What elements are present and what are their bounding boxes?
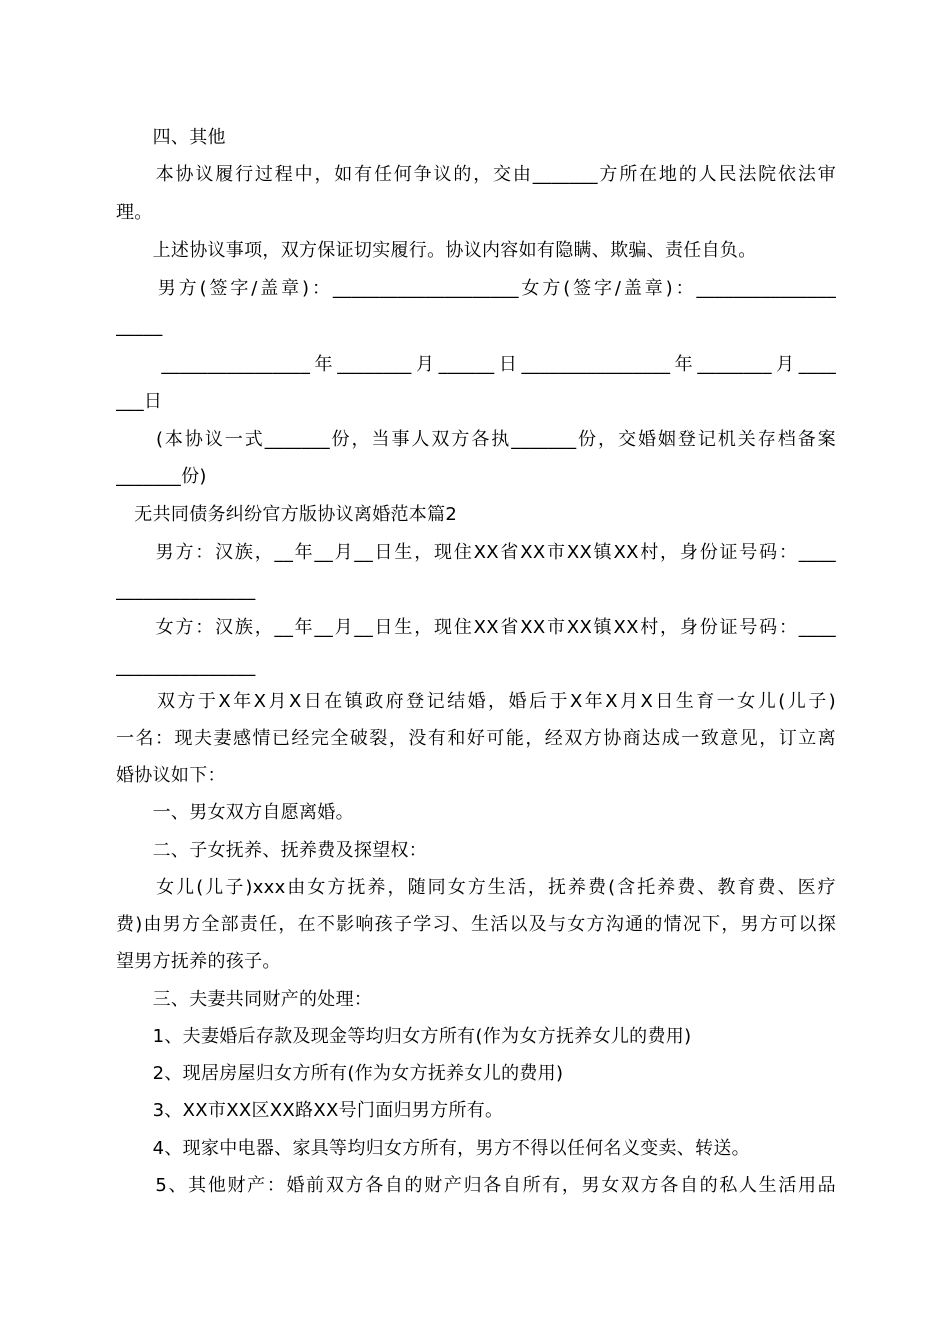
doc-line: 一名：现夫妻感情已经完全破裂，没有和好可能，经双方协商达成一致意见，订立离 bbox=[116, 728, 836, 749]
doc-line-clause-3: 三、夫妻共同财产的处理： bbox=[116, 989, 373, 1010]
doc-line: 理。 bbox=[116, 202, 153, 223]
doc-line-female-info: 女方：汉族，__年__月__日生，现住XX省XX市XX镇XX村，身份证号码：____ bbox=[116, 617, 836, 638]
doc-line: 望男方抚养的孩子。 bbox=[116, 951, 281, 972]
doc-line: (本协议一式_______份，当事人双方各执_______份，交婚姻登记机关存档备案 bbox=[116, 429, 836, 450]
doc-line: ___日 bbox=[116, 391, 163, 412]
doc-line: 双方于X年X月X日在镇政府登记结婚，婚后于X年X月X日生育一女儿(儿子) bbox=[116, 691, 836, 712]
doc-line-item-1: 1、夫妻婚后存款及现金等均归女方所有(作为女方抚养女儿的费用) bbox=[116, 1026, 692, 1047]
doc-line-male-info: 男方：汉族，__年__月__日生，现住XX省XX市XX镇XX村，身份证号码：____ bbox=[116, 542, 836, 563]
doc-line: _______份) bbox=[116, 466, 207, 487]
doc-line: 女儿(儿子)xxx由女方抚养，随同女方生活，抚养费(含托养费、教育费、医疗 bbox=[116, 877, 836, 898]
doc-line: _______________ bbox=[116, 656, 256, 677]
doc-line: _______________ bbox=[116, 580, 256, 601]
doc-line-clause-2: 二、子女抚养、抚养费及探望权： bbox=[116, 840, 428, 861]
doc-line: 婚协议如下： bbox=[116, 765, 226, 786]
doc-line-item-2: 2、现居房屋归女方所有(作为女方抚养女儿的费用) bbox=[116, 1063, 564, 1084]
doc-line: 本协议履行过程中，如有任何争议的，交由_______方所在地的人民法院依法审 bbox=[116, 164, 836, 185]
doc-line-clause-1: 一、男女双方自愿离婚。 bbox=[116, 802, 354, 823]
doc-line-signature: 男方(签字/盖章)：____________________女方(签字/盖章)：_______________ bbox=[116, 278, 836, 299]
doc-line-item-5: 5、其他财产：婚前双方各自的财产归各自所有，男女双方各自的私人生活用品 bbox=[116, 1175, 836, 1196]
doc-line: 上述协议事项，双方保证切实履行。协议内容如有隐瞒、欺骗、责任自负。 bbox=[116, 240, 757, 261]
doc-section-heading: 无共同债务纠纷官方版协议离婚范本篇2 bbox=[116, 504, 458, 525]
doc-line-section-other: 四、其他 bbox=[116, 127, 226, 148]
doc-line-item-4: 4、现家中电器、家具等均归女方所有，男方不得以任何名义变卖、转送。 bbox=[116, 1138, 750, 1159]
doc-line-item-3: 3、XX市XX区XX路XX号门面归男方所有。 bbox=[116, 1100, 504, 1121]
doc-line: 费)由男方全部责任，在不影响孩子学习、生活以及与女方沟通的情况下，男方可以探 bbox=[116, 914, 836, 935]
doc-line-date: ________________年________月______日________________年________月____ bbox=[116, 354, 836, 375]
doc-line: _____ bbox=[116, 316, 163, 337]
